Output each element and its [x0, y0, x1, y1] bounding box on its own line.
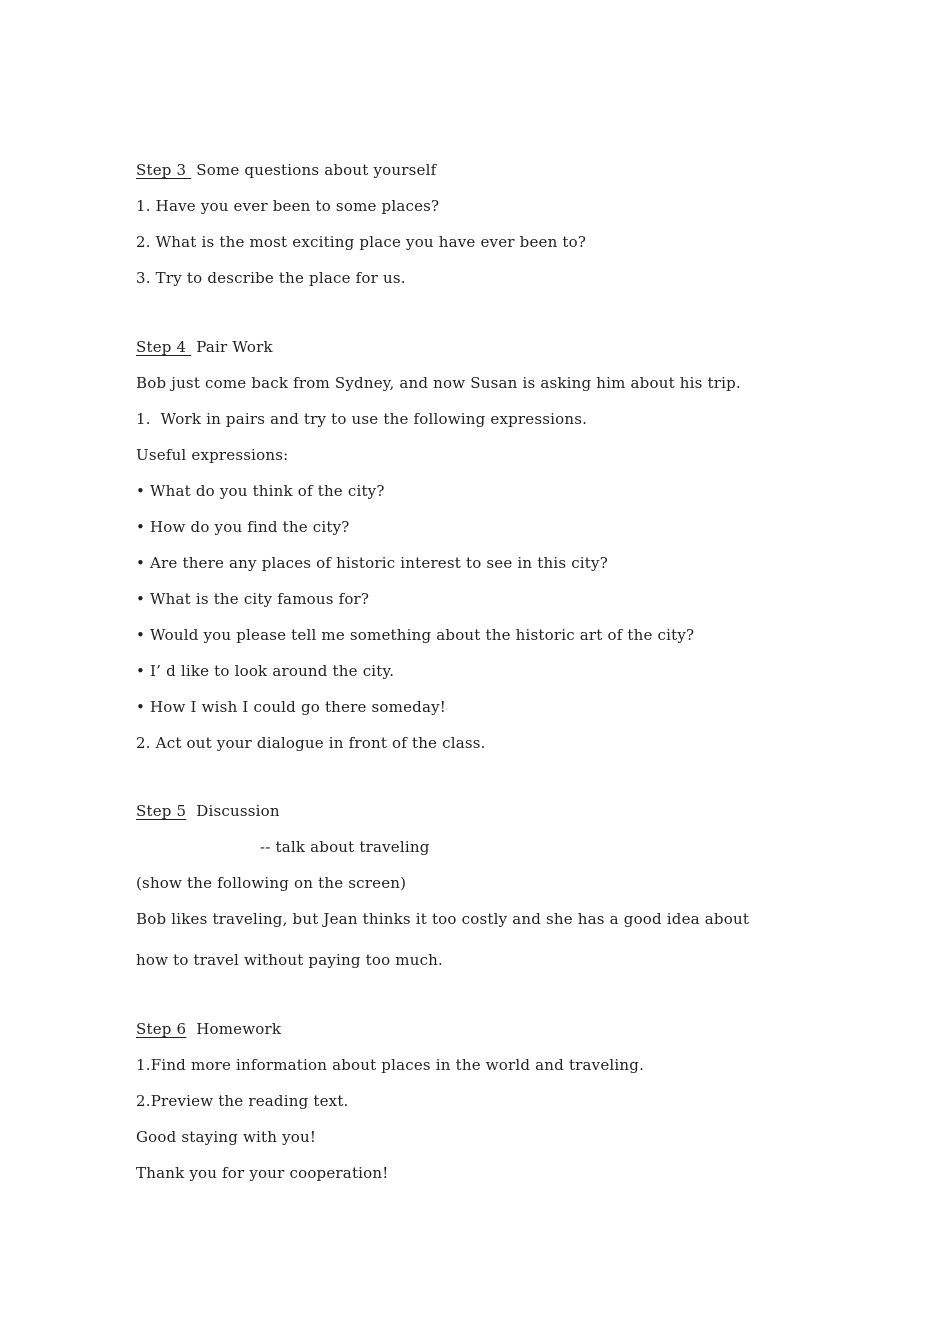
step3-item-3: 3. Try to describe the place for us.: [136, 269, 406, 287]
step3-item-1: 1. Have you ever been to some places?: [136, 197, 440, 215]
step5-heading: [136, 802, 280, 820]
expression-item: • How I wish I could go there someday!: [136, 698, 447, 716]
step3-heading: [136, 161, 436, 179]
expression-item: • I’ d like to look around the city.: [136, 662, 395, 680]
step3-item-2: 2. What is the most exciting place you have ever been to?: [136, 233, 587, 251]
closing-line-2: Thank you for your cooperation!: [136, 1164, 389, 1182]
step6-label: Step 6: [136, 1020, 187, 1038]
step6-item-2: 2.Preview the reading text.: [136, 1092, 349, 1110]
expression-item: • What is the city famous for?: [136, 590, 370, 608]
step6-item-1: 1.Find more information about places in the world and traveling.: [136, 1056, 645, 1074]
step6-heading: [136, 1020, 281, 1038]
step5-paragraph-line-2: how to travel without paying too much.: [136, 951, 444, 969]
step4-task-2: 2. Act out your dialogue in front of the class.: [136, 734, 486, 752]
step4-title: Pair Work: [196, 338, 273, 356]
closing-line-1: Good staying with you!: [136, 1128, 317, 1146]
expression-item: • How do you find the city?: [136, 518, 350, 536]
step5-note: (show the following on the screen): [136, 874, 407, 892]
step3-title: Some questions about yourself: [196, 161, 437, 179]
expression-item: • What do you think of the city?: [136, 482, 385, 500]
useful-expressions-label: Useful expressions:: [136, 446, 289, 464]
step4-task-1: 1. Work in pairs and try to use the following expressions.: [136, 410, 588, 428]
step5-title: Discussion: [196, 802, 280, 820]
step5-label: Step 5: [136, 802, 187, 820]
step3-label: Step 3: [136, 161, 192, 179]
step4-label: Step 4: [136, 338, 192, 356]
step6-title: Homework: [196, 1020, 282, 1038]
step5-paragraph-line-1: Bob likes traveling, but Jean thinks it too costly and she has a good idea about: [136, 910, 750, 928]
step5-subtitle: -- talk about traveling: [260, 838, 430, 856]
step4-intro: Bob just come back from Sydney, and now Susan is asking him about his trip.: [136, 374, 741, 392]
expression-item: • Are there any places of historic interest to see in this city?: [136, 554, 608, 572]
step4-heading: [136, 338, 273, 356]
expression-item: • Would you please tell me something about the historic art of the city?: [136, 626, 695, 644]
